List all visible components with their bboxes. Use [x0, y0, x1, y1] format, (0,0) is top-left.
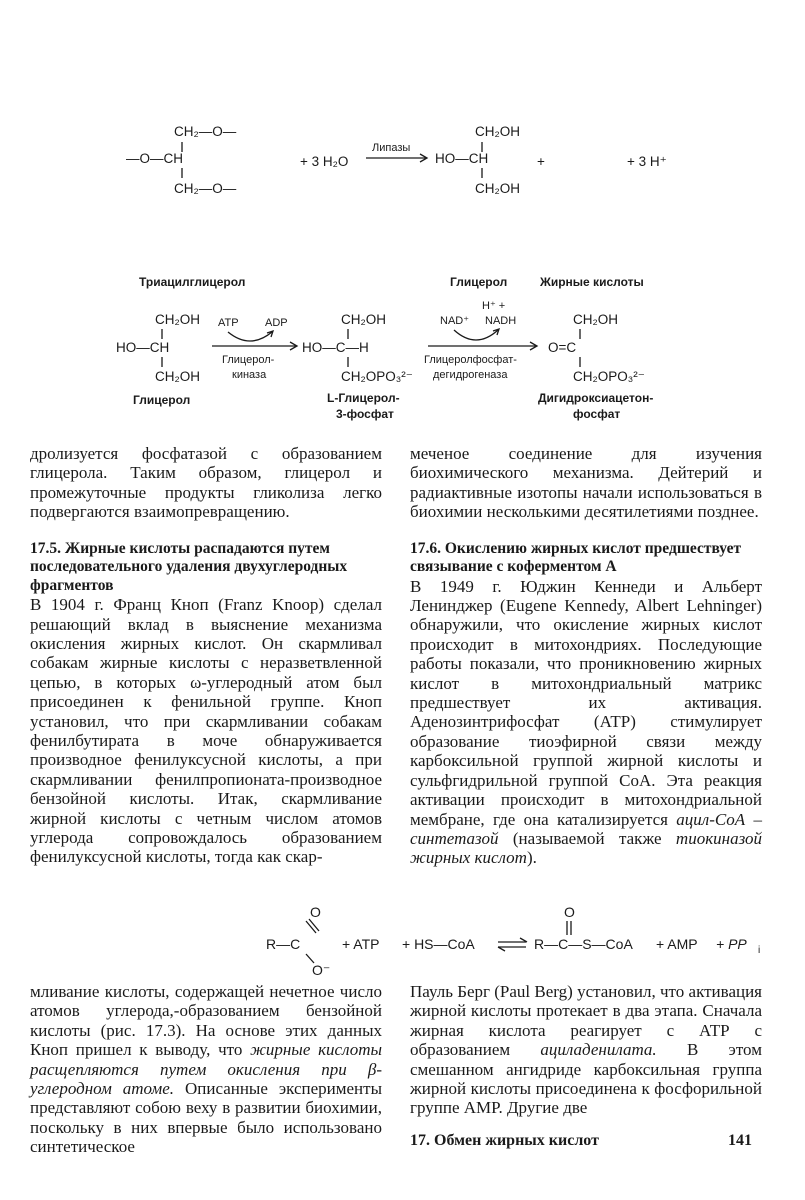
eq-oxygen-minus: O⁻: [312, 962, 331, 977]
tag-chain-1: CH₂—O—: [174, 124, 237, 139]
r2-glycerol-mid: HO—CH: [116, 340, 170, 355]
left-p3-conclusion: жирные кислоты расщепляются путем окисления при β-углеродном атоме.: [30, 1040, 382, 1099]
reaction-figure: [0, 0, 805, 440]
plus-sign: +: [537, 154, 545, 169]
right-p2-term-thiokinase: тиокиназой жирных кислот: [410, 828, 762, 868]
left-column-lower: [30, 982, 382, 1157]
right-column-lower: [410, 982, 762, 1118]
dhap-bottom: CH₂OPO₃²⁻: [573, 369, 645, 384]
left-p3-text-b: Описанные эксперименты представляют собою веху в развитии биохимии, поскольку в них впервые было использовано синтетическое: [30, 1079, 382, 1157]
tag-chain-2: —O—CH: [126, 151, 183, 166]
dhap-mid: O=C: [548, 340, 577, 355]
g3p-bottom: CH₂OPO₃²⁻: [341, 369, 413, 384]
adp-label: ADP: [265, 317, 288, 329]
left-paragraph-2: В 1904 г. Франц Кноп (Franz Knoop) сделал решающий вклад в выяснение механизма окисления жирных кислот. Он скармливал собакам жирные кислоты с неразветвленной цепью, в которых ω-углеродный атом был присоединен к фенильной группе. Кноп установил, что при скармливании собакам фенилбутирата в моче обнаруживается производное фенилуксусной кислоты, а при скармливании фенилпропионата‑производное бензойной кислоты. Итак, скармливание жирной кислоты с четным числом атомов углерода сопровождалось образованием фенилуксусной кислоты, тогда как скар-: [30, 595, 382, 867]
lipase-enzyme: Липазы: [372, 142, 411, 154]
glycerol-bottom: CH₂OH: [475, 181, 520, 196]
left-paragraph-3: [30, 982, 382, 1157]
glycerol-structure: [116, 312, 200, 407]
eq-ppi-subscript: i: [758, 945, 761, 956]
g3p-mid: HO—C—H: [302, 340, 369, 355]
dhap-structure: [538, 312, 653, 421]
eq-plus-hscoa: + HS—CoA: [402, 936, 475, 952]
eq-plus-amp: + AMP: [656, 936, 698, 952]
right-p2-text-b: (называемой также: [498, 828, 676, 848]
left-paragraph-1: дролизуется фосфатазой с образованием глицерола. Таким образом, глицерол и промежуточные продукты гликолиза легко подвергаются взаимопревращению.: [30, 444, 382, 522]
left-p3-text-a: мливание кислоты, содержащей нечетное число атомов углерода,‑образованием бензойной кислоты (рис. 17.3). На основе этих данных Кноп пришел к выводу, что: [30, 982, 382, 1060]
right-paragraph-1: меченое соединение для изучения биохимического механизма. Дейтерий и радиактивные изотопы начали использоваться в биохимии несколькими десятилетиями позднее.: [410, 444, 762, 522]
page-number: 141: [728, 1132, 752, 1149]
enzyme-g3p-dehydrogenase-line1: Глицеролфосфат-: [424, 354, 517, 366]
eq-plus-atp: + ATP: [342, 936, 380, 952]
dhap-label-line1: Дигидроксиацетон-: [538, 391, 654, 405]
g3p-label-line2: 3-фосфат: [336, 407, 394, 421]
label-glycerol: Глицерол: [450, 275, 508, 289]
water-reactant: + 3 H₂O: [300, 154, 349, 169]
g3p-top: CH₂OH: [341, 312, 386, 327]
right-p3-text-a: Пауль Берг (Paul Berg) установил, что активация жирной кислоты протекает в два этапа. Сначала жирная кислота реагирует с АТР с образованием: [410, 982, 762, 1060]
right-paragraph-3: [410, 982, 762, 1118]
eq-oxygen-top: O: [310, 905, 321, 920]
section-heading-17-6: 17.6. Окислению жирных кислот предшествует связывание с коферментом А: [410, 539, 742, 576]
label-triacylglycerol: Триацилглицерол: [139, 275, 246, 289]
triacylglycerol-structure: [126, 124, 237, 196]
eq-product-oxygen: O: [564, 905, 575, 920]
atp-label: ATP: [218, 317, 239, 329]
chapter-footer: 17. Обмен жирных кислот: [410, 1132, 599, 1149]
dhap-label-line2: фосфат: [573, 407, 621, 421]
nadh-label: NADH: [485, 315, 517, 327]
right-p2-term-acyl-coa-synthetase: ацил-СоА – синтетазой: [410, 809, 763, 848]
label-fatty-acids: Жирные кислоты: [540, 275, 644, 289]
right-p3-term-acyladenylate: ациладенилата.: [540, 1040, 657, 1060]
enzyme-g3p-dehydrogenase-line2: дегидрогеназа: [433, 369, 508, 381]
glycerol-top: CH₂OH: [475, 124, 520, 139]
protons-product: + 3 H⁺: [627, 154, 667, 169]
tag-chain-3: CH₂—O—: [174, 181, 237, 196]
enzyme-glycerol-kinase-line1: Глицерол-: [222, 354, 275, 366]
g3p-label-line1: L-Глицерол-: [327, 391, 400, 405]
dhap-top: CH₂OH: [573, 312, 618, 327]
eq-plus-ppi: + PP: [716, 936, 747, 952]
hplus-label: H⁺ +: [482, 300, 506, 312]
r2-glycerol-bottom: CH₂OH: [155, 369, 200, 384]
glycerol-product: [435, 124, 520, 196]
right-paragraph-2: [410, 577, 762, 868]
right-column-upper: [410, 444, 762, 868]
right-p3-text-b: В этом смешанном ангидриде карбоксильная группа жирной кислоты присоединена к фосфорильной группе АМР. Другие две: [410, 1040, 762, 1118]
right-p2-text-c: ).: [526, 848, 537, 868]
left-column-upper: [30, 444, 382, 867]
r2-glycerol-top: CH₂OH: [155, 312, 200, 327]
enzyme-glycerol-kinase-line2: киназа: [232, 369, 267, 381]
glycerol-mid: HO—CH: [435, 151, 489, 166]
nad-label: NAD⁺: [440, 315, 470, 327]
r2-glycerol-label: Глицерол: [133, 393, 191, 407]
right-p2-text-a: В 1949 г. Юджин Кеннеди и Альберт Ленинджер (Eugene Kennedy, Albert Lehninger) обнаружили, что окисление жирных кислот происходит в митохондриях. Последующие работы показали, что проникновению жирных кислот в митохондриальный матрикс предшествует их активация. Аденозинтрифосфат (АТР) стимулирует образование тиоэфирной связи между карбоксильной группой жирной кислоты и сульфгидрильной группой CoA. Эта реакция активации происходит в митохондриальной мембране, где она катализируется: [410, 576, 762, 829]
glycerol-3-phosphate-structure: [302, 312, 413, 421]
activation-equation: [250, 905, 780, 977]
section-heading-17-5: 17.5. Жирные кислоты распадаются путем последовательного удаления двухуглеродных фрагментов: [30, 539, 348, 594]
eq-product-acyl-coa: R—C—S—CoA: [534, 936, 633, 952]
eq-reactant-r-c: R—C: [266, 936, 301, 952]
